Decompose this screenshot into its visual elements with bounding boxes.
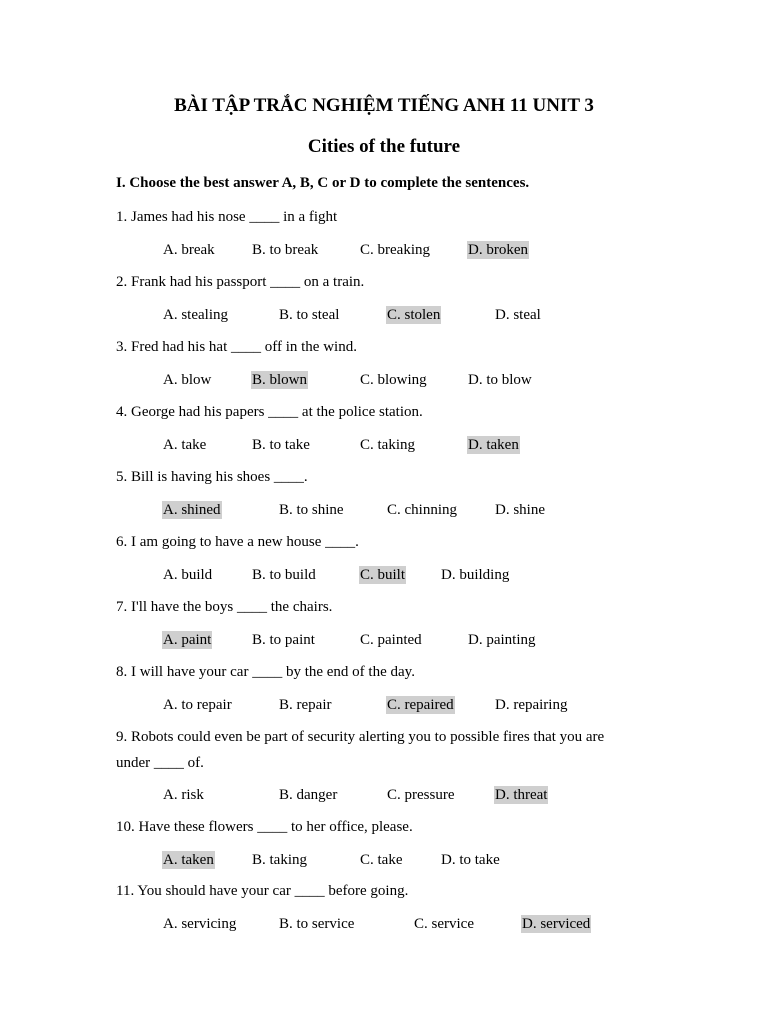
q11-option-a[interactable]: A. servicing [163,916,237,932]
q4-option-a[interactable]: A. take [163,437,207,453]
q3-option-a[interactable]: A. blow [163,372,212,388]
question-2: 2. Frank had his passport ____ on a train. [116,274,365,290]
document-subtitle: Cities of the future [307,136,461,157]
q7-option-c[interactable]: C. painted [360,632,422,648]
q10-option-a[interactable]: A. taken [163,852,214,868]
q2-option-a[interactable]: A. stealing [163,307,228,323]
q10-option-d[interactable]: D. to take [441,852,500,868]
q1-option-a[interactable]: A. break [163,242,215,258]
q7-option-b[interactable]: B. to paint [252,632,315,648]
q11-option-c[interactable]: C. service [414,916,474,932]
q9-option-c[interactable]: C. pressure [387,787,455,803]
question-10: 10. Have these flowers ____ to her office, please. [116,819,413,835]
question-4: 4. George had his papers ____ at the police station. [116,404,423,420]
q7-option-a[interactable]: A. paint [163,632,212,648]
q4-option-c[interactable]: C. taking [360,437,415,453]
q3-option-b[interactable]: B. blown [252,372,308,388]
q3-option-c[interactable]: C. blowing [360,372,427,388]
question-6: 6. I am going to have a new house ____. [116,534,359,550]
q10-option-c[interactable]: C. take [360,852,403,868]
q9-option-b[interactable]: B. danger [279,787,338,803]
q6-option-a[interactable]: A. build [163,567,213,583]
q1-option-b[interactable]: B. to break [252,242,319,258]
q8-option-a[interactable]: A. to repair [163,697,232,713]
q1-option-d[interactable]: D. broken [468,242,528,258]
q2-option-b[interactable]: B. to steal [279,307,340,323]
q2-option-d[interactable]: D. steal [495,307,541,323]
q9-option-d[interactable]: D. threat [495,787,548,803]
question-9: 9. Robots could even be part of security alerting you to possible fires that you are [116,729,605,745]
q4-option-b[interactable]: B. to take [252,437,310,453]
question-9-continued: under ____ of. [116,755,204,771]
q11-option-b[interactable]: B. to service [279,916,355,932]
question-5: 5. Bill is having his shoes ____. [116,469,308,485]
instruction: I. Choose the best answer A, B, C or D to complete the sentences. [116,175,530,191]
q7-option-d[interactable]: D. painting [468,632,536,648]
q2-option-c[interactable]: C. stolen [387,307,441,323]
q5-option-b[interactable]: B. to shine [279,502,344,518]
q8-option-b[interactable]: B. repair [279,697,332,713]
q6-option-c[interactable]: C. built [360,567,406,583]
q11-option-d[interactable]: D. serviced [522,916,591,932]
q8-option-c[interactable]: C. repaired [387,697,454,713]
question-11: 11. You should have your car ____ before going. [116,883,409,899]
q1-option-c[interactable]: C. breaking [360,242,430,258]
question-3: 3. Fred had his hat ____ off in the wind. [116,339,357,355]
q5-option-c[interactable]: C. chinning [387,502,457,518]
q6-option-b[interactable]: B. to build [252,567,316,583]
question-1: 1. James had his nose ____ in a fight [116,209,338,225]
q5-option-d[interactable]: D. shine [495,502,545,518]
document-title: BÀI TẬP TRẮC NGHIỆM TIẾNG ANH 11 UNIT 3 [174,95,594,116]
q3-option-d[interactable]: D. to blow [468,372,532,388]
q10-option-b[interactable]: B. taking [252,852,307,868]
question-8: 8. I will have your car ____ by the end of the day. [116,664,415,680]
q5-option-a[interactable]: A. shined [163,502,221,518]
question-7: 7. I'll have the boys ____ the chairs. [116,599,333,615]
q6-option-d[interactable]: D. building [441,567,510,583]
q8-option-d[interactable]: D. repairing [495,697,568,713]
q4-option-d[interactable]: D. taken [468,437,519,453]
q9-option-a[interactable]: A. risk [163,787,204,803]
